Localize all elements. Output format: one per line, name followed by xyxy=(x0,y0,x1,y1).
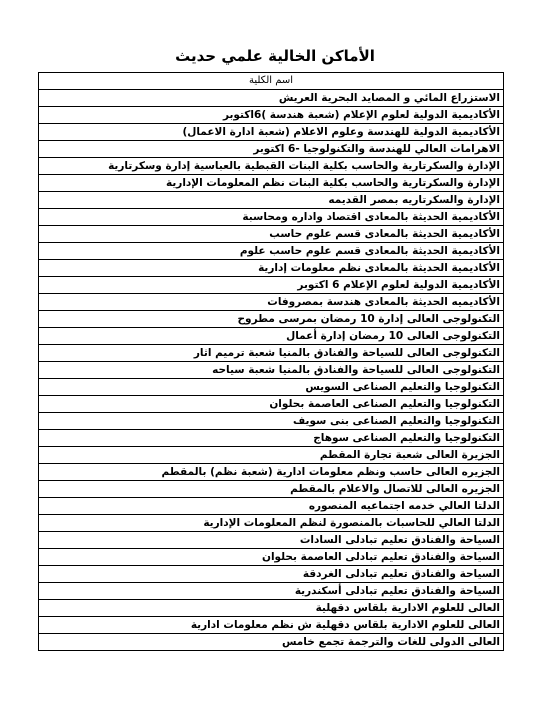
college-name-cell: العالى الدولى للغات والترجمة تجمع خامس xyxy=(39,634,504,651)
table-row xyxy=(39,209,504,226)
college-name-cell: الدلتا العالي للحاسبات بالمنصورة لنظم المعلومات الإدارية xyxy=(39,515,504,532)
table-row xyxy=(39,532,504,549)
college-name-cell: العالى للعلوم الادارية بلقاس دقهلية xyxy=(39,600,504,617)
college-name-cell: التكنولوجى العالى للسياحة والفنادق بالمنيا شعبة سياحه xyxy=(39,362,504,379)
colleges-table xyxy=(38,72,504,651)
table-row xyxy=(39,294,504,311)
college-name-cell: الاستزراع المائي و المصايد البحرية العريش xyxy=(39,90,504,107)
college-name-cell: التكنولوجيا والتعليم الصناعى السويس xyxy=(39,379,504,396)
college-name-cell: الأكاديمية الدولية للهندسة وعلوم الاعلام (شعبة ادارة الاعمال) xyxy=(39,124,504,141)
table-row xyxy=(39,515,504,532)
table-row xyxy=(39,634,504,651)
table-row xyxy=(39,583,504,600)
college-name-cell: الإدارة والسكرتاريه بمصر القديمه xyxy=(39,192,504,209)
college-name-cell: الأكاديميه الحديثة بالمعادى هندسة بمصروفات xyxy=(39,294,504,311)
college-name-cell: الجزيره العالى للاتصال والاعلام بالمقطم xyxy=(39,481,504,498)
table-row xyxy=(39,345,504,362)
table-row xyxy=(39,90,504,107)
college-name-cell: الأكاديمية الحديثة بالمعادى اقتصاد واداره ومحاسبة xyxy=(39,209,504,226)
college-name-cell: الجزيره العالى حاسب ونظم معلومات ادارية (شعبة نظم) بالمقطم xyxy=(39,464,504,481)
table-row xyxy=(39,192,504,209)
college-name-cell: الأكاديمية الدولية لعلوم الإعلام 6 اكتوبر xyxy=(39,277,504,294)
table-row xyxy=(39,226,504,243)
college-name-cell: العالى للعلوم الادارية بلقاس دقهلية ش نظم معلومات ادارية xyxy=(39,617,504,634)
table-row xyxy=(39,447,504,464)
table-row xyxy=(39,158,504,175)
table-row xyxy=(39,277,504,294)
college-name-cell: الإدارة والسكرتارية والحاسب بكلية البنات نظم المعلومات الإدارية xyxy=(39,175,504,192)
table-row xyxy=(39,413,504,430)
college-name-cell: الأكاديمية الحديثة بالمعادى نظم معلومات إدارية xyxy=(39,260,504,277)
college-name-cell: السياحة والفنادق تعليم تبادلى الغردقة xyxy=(39,566,504,583)
table-row xyxy=(39,328,504,345)
table-row xyxy=(39,600,504,617)
table-row xyxy=(39,566,504,583)
college-name-cell: الأكاديمية الحديثة بالمعادى قسم علوم حاسب xyxy=(39,226,504,243)
table-row xyxy=(39,311,504,328)
college-name-cell: السياحة والفنادق تعليم تبادلى السادات xyxy=(39,532,504,549)
table-row xyxy=(39,396,504,413)
table-header-row xyxy=(39,73,504,90)
college-name-cell: السياحة والفنادق تعليم تبادلى أسكندرية xyxy=(39,583,504,600)
college-name-cell: الاهرامات العالي للهندسة والتكنولوجيا -6 اكتوبر xyxy=(39,141,504,158)
page-title: الأماكن الخالية علمي حديث xyxy=(175,47,375,65)
table-row xyxy=(39,141,504,158)
table-body xyxy=(39,90,504,651)
table-row xyxy=(39,175,504,192)
college-name-cell: التكنولوجى العالى إدارة 10 رمضان بمرسى مطروح xyxy=(39,311,504,328)
table-row xyxy=(39,379,504,396)
table-row xyxy=(39,617,504,634)
table-row xyxy=(39,243,504,260)
college-name-cell: التكنولوجيا والتعليم الصناعى العاصمة بحلوان xyxy=(39,396,504,413)
table-row xyxy=(39,464,504,481)
college-name-cell: التكنولوجى العالى للسياحة والفنادق بالمنيا شعبة ترميم اثار xyxy=(39,345,504,362)
college-name-cell: التكنولوجى العالى 10 رمضان إدارة أعمال xyxy=(39,328,504,345)
college-name-cell: التكنولوجيا والتعليم الصناعى سوهاج xyxy=(39,430,504,447)
college-name-cell: الإدارة والسكرتارية والحاسب بكلية البنات القبطية بالعباسية إدارة وسكرتارية xyxy=(39,158,504,175)
table-row xyxy=(39,362,504,379)
table-row xyxy=(39,498,504,515)
college-name-cell: السياحة والفنادق تعليم تبادلى العاصمة بحلوان xyxy=(39,549,504,566)
college-name-cell: الأكاديمية الدولية لعلوم الإعلام (شعبة هندسة )6اكتوبر xyxy=(39,107,504,124)
column-header-college-name: اسم الكلية xyxy=(39,73,504,90)
table-row xyxy=(39,430,504,447)
table-row xyxy=(39,260,504,277)
college-name-cell: الدلتا العالي خدمه اجتماعيه المنصوره xyxy=(39,498,504,515)
table-row xyxy=(39,549,504,566)
college-name-cell: التكنولوجيا والتعليم الصناعى بنى سويف xyxy=(39,413,504,430)
table-row xyxy=(39,481,504,498)
college-name-cell: الأكاديمية الحديثة بالمعادى قسم علوم حاسب علوم xyxy=(39,243,504,260)
college-name-cell: الجزيرة العالى شعبة تجارة المقطم xyxy=(39,447,504,464)
table-row xyxy=(39,107,504,124)
table-row xyxy=(39,124,504,141)
